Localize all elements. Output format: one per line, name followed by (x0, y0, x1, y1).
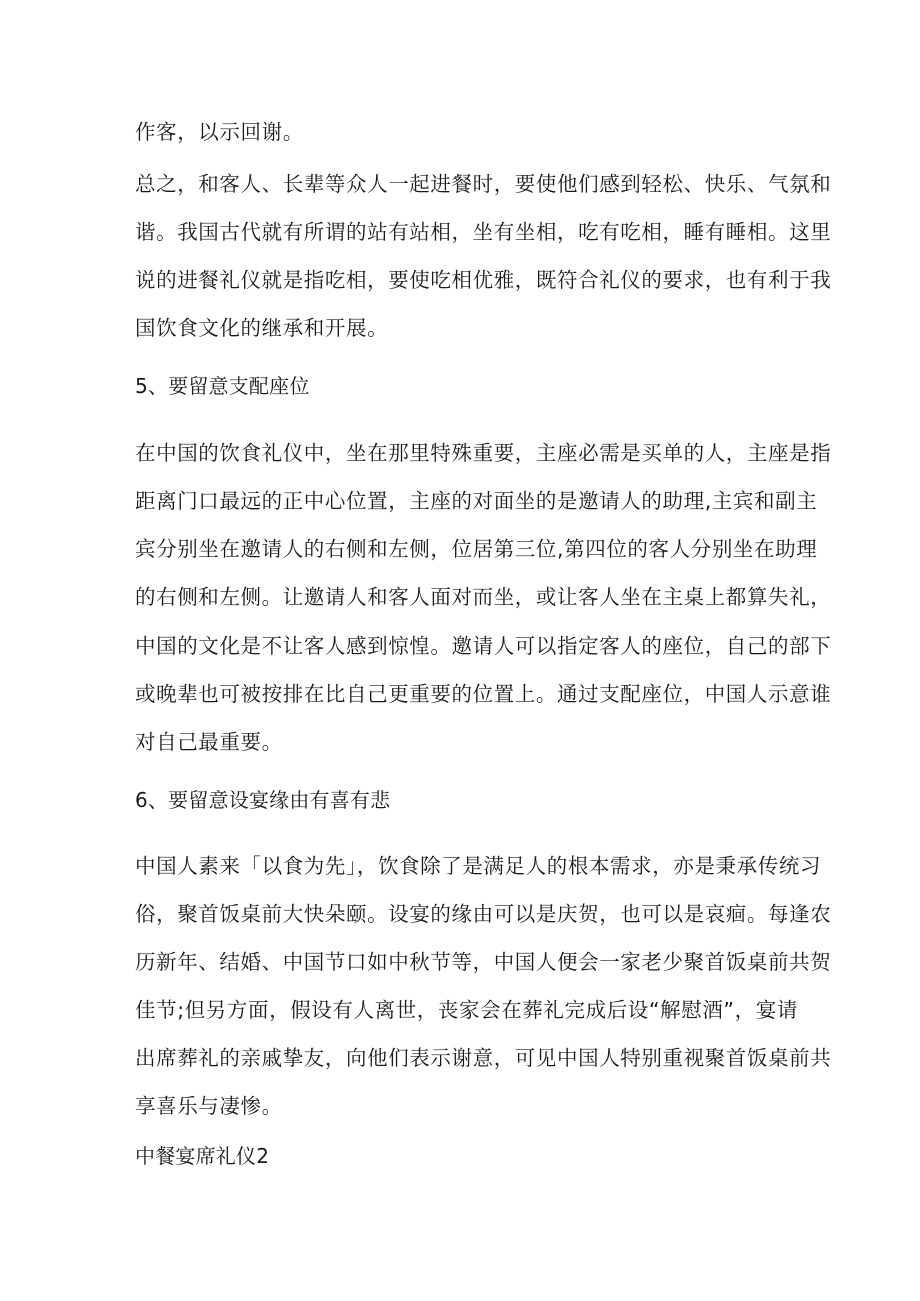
paragraph-line: 在中国的饮食礼仪中，坐在那里特殊重要，主座必需是买单的人，主座是指 (135, 441, 832, 465)
paragraph-line: 距离门口最远的正中心位置，主座的对面坐的是邀请人的助理,主宾和副主 (135, 489, 818, 513)
paragraph-line: 总之，和客人、长辈等众人一起进餐时，要使他们感到轻松、快乐、气氛和 (135, 172, 832, 196)
paragraph-line: 谐。我国古代就有所谓的站有站相，坐有坐相，吃有吃相，睡有睡相。这里 (135, 220, 832, 244)
paragraph-line: 中国人素来「以食为先」，饮食除了是满足人的根本需求，亦是秉承传统习 (135, 854, 822, 878)
paragraph-line: 出席葬礼的亲戚挚友，向他们表示谢意，可见中国人特别重视聚首饭桌前共 (135, 1046, 832, 1070)
paragraph-line: 或晚辈也可被按排在比自己更重要的位置上。通过支配座位，中国人示意谁 (135, 682, 832, 706)
paragraph-line: 作客，以示回谢。 (135, 120, 304, 144)
paragraph-line: 俗，聚首饭桌前大快朵颐。设宴的缘由可以是庆贺，也可以是哀痐。每逢农 (135, 902, 832, 926)
paragraph-line: 中国的文化是不让客人感到惊惶。邀请人可以指定客人的座位，自己的部下 (135, 634, 832, 658)
paragraph-line: 对自己最重要。 (135, 730, 283, 754)
paragraph-line: 国饮食文化的继承和开展。 (135, 316, 389, 340)
page-subtitle: 中餐宴席礼仪2 (135, 1144, 270, 1168)
section-heading: 5、要留意支配座位 (135, 374, 310, 398)
paragraph-line: 历新年、结婚、中国节口如中秋节等，中国人便会一家老少聚首饭桌前共贺 (135, 950, 832, 974)
paragraph-line: 佳节;但另方面，假设有人离世，丧家会在葬礼完成后设“解慰酒”，宴请 (135, 998, 798, 1022)
paragraph-line: 享喜乐与凄惨。 (135, 1094, 283, 1118)
paragraph-line: 说的进餐礼仪就是指吃相，要使吃相优雅，既符合礼仪的要求，也有利于我 (135, 268, 832, 292)
paragraph-line: 的右侧和左侧。让邀请人和客人面对而坐，或让客人坐在主桌上都算失礼， (135, 585, 832, 609)
paragraph-line: 宾分别坐在邀请人的右侧和左侧，位居第三位,第四位的客人分别坐在助理 (135, 537, 818, 561)
section-heading: 6、要留意设宴缘由有喜有悲 (135, 788, 391, 812)
